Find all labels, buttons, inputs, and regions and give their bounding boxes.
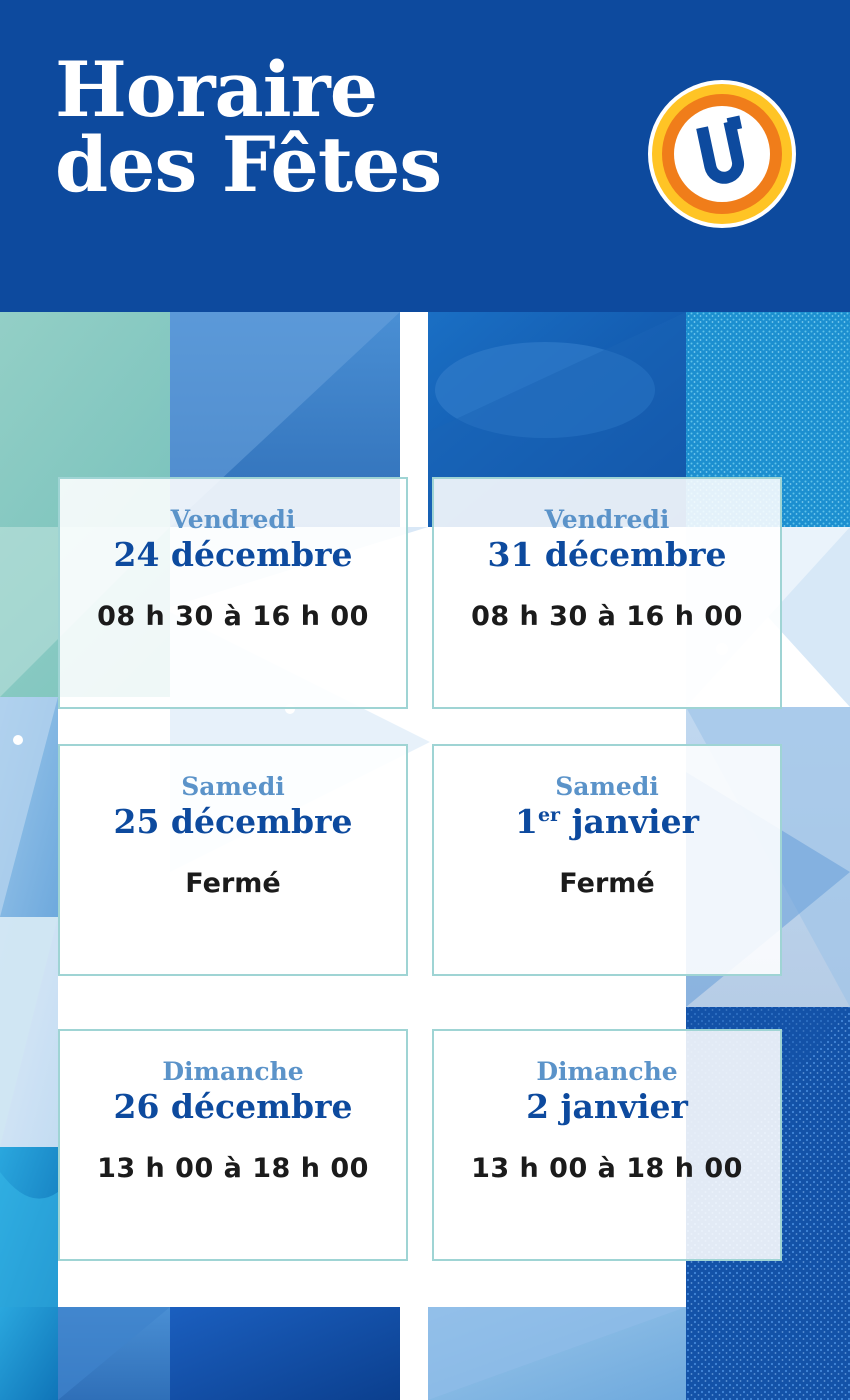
udem-logo	[646, 78, 798, 230]
schedule-day: Vendredi	[544, 505, 670, 534]
page-title-line-2: des Fêtes	[55, 120, 442, 210]
schedule-day: Samedi	[181, 772, 285, 801]
schedule-hours: 13 h 00 à 18 h 00	[97, 1153, 369, 1185]
schedule-date: 26 décembre	[113, 1086, 353, 1126]
schedule-hours: 08 h 30 à 16 h 00	[471, 601, 743, 633]
schedule-hours: 08 h 30 à 16 h 00	[97, 601, 369, 633]
page-title	[55, 45, 615, 210]
schedule-card	[58, 1029, 408, 1261]
schedule-day: Samedi	[555, 772, 659, 801]
schedule-grid	[0, 312, 850, 1400]
schedule-hours: 13 h 00 à 18 h 00	[471, 1153, 743, 1185]
schedule-date-number: 1	[515, 801, 538, 841]
schedule-card	[432, 744, 782, 976]
schedule-date	[434, 803, 780, 841]
schedule-date-suffix: er	[537, 803, 561, 826]
schedule-day: Dimanche	[536, 1057, 678, 1086]
schedule-date: 2 janvier	[526, 1086, 688, 1126]
schedule-date-month: janvier	[560, 801, 699, 841]
schedule-date: 25 décembre	[113, 801, 353, 841]
schedule-card	[58, 744, 408, 976]
page-title-line-1: Horaire	[55, 45, 378, 134]
schedule-hours: Fermé	[559, 868, 655, 900]
schedule-card	[432, 477, 782, 709]
schedule-date: 24 décembre	[113, 534, 353, 574]
schedule-hours: Fermé	[185, 868, 281, 900]
schedule-day: Dimanche	[162, 1057, 304, 1086]
poster-header	[0, 0, 850, 312]
schedule-day: Vendredi	[170, 505, 296, 534]
schedule-card	[58, 477, 408, 709]
schedule-card	[432, 1029, 782, 1261]
schedule-date: 31 décembre	[487, 534, 727, 574]
